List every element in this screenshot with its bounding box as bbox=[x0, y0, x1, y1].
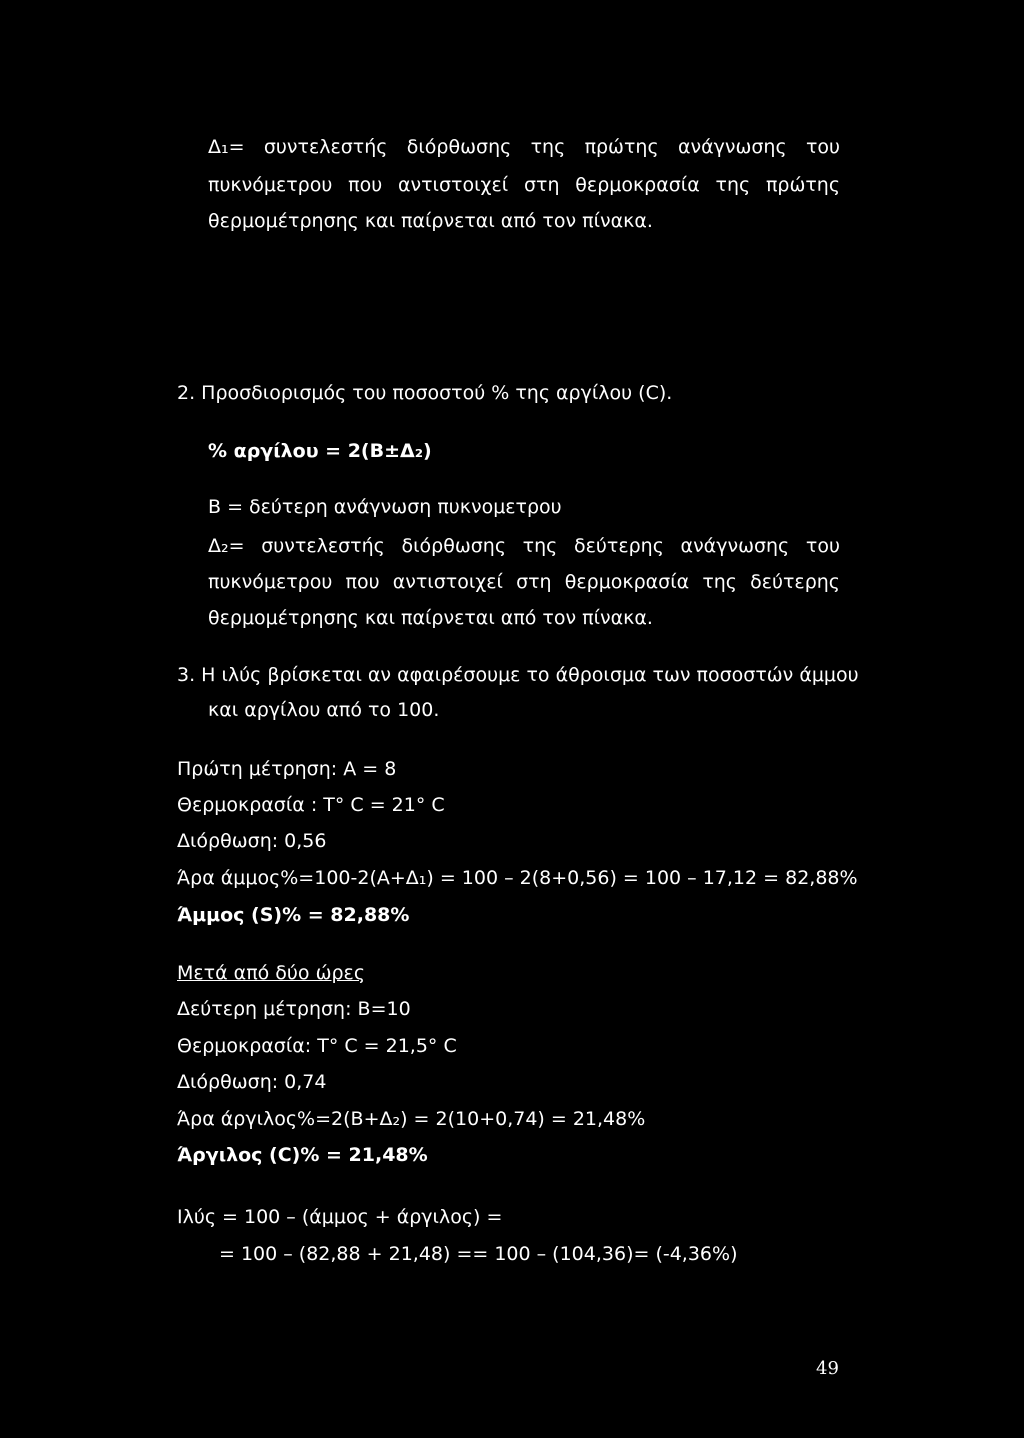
word: της bbox=[522, 535, 558, 557]
sand-calculation: Άρα άμμος%=100-2(Α+Δ₁) = 100 – 2(8+0,56) = 100 – 17,12 = 82,88% bbox=[177, 867, 858, 889]
word: Δ₂= bbox=[208, 535, 245, 557]
first-measurement: Πρώτη μέτρηση: Α = 8 bbox=[177, 758, 397, 780]
first-correction: Διόρθωση: 0,56 bbox=[177, 830, 327, 852]
word: της bbox=[715, 174, 751, 196]
section-2-heading: 2. Προσδιορισμός του ποσοστού % της αργίλου (C). bbox=[177, 382, 673, 404]
silt-line-2: = 100 – (82,88 + 21,48) == 100 – (104,36)= (-4,36%) bbox=[219, 1243, 738, 1265]
word: του bbox=[805, 136, 840, 158]
word: πρώτης bbox=[584, 136, 659, 158]
delta1-line-3: θερμομέτρησης και παίρνεται από τον πίνακα. bbox=[208, 210, 653, 232]
word: που bbox=[348, 174, 383, 196]
word: θερμοκρασία bbox=[575, 174, 700, 196]
word: πρώτης bbox=[765, 174, 840, 196]
word: της bbox=[702, 571, 737, 593]
page-number: 49 bbox=[816, 1358, 839, 1379]
word: που bbox=[345, 571, 380, 593]
second-measurement: Δεύτερη μέτρηση: Β=10 bbox=[177, 998, 411, 1020]
word: πυκνόμετρου bbox=[208, 571, 333, 593]
delta1-line-1 bbox=[208, 135, 840, 159]
word: διόρθωσης bbox=[401, 535, 506, 557]
sand-result: Άμμος (S)% = 82,88% bbox=[177, 904, 410, 926]
word: αντιστοιχεί bbox=[397, 174, 509, 196]
word: θερμοκρασία bbox=[564, 571, 690, 593]
second-correction: Διόρθωση: 0,74 bbox=[177, 1071, 327, 1093]
silt-line-1: Ιλύς = 100 – (άμμος + άργιλος) = bbox=[177, 1206, 503, 1228]
b-definition: Β = δεύτερη ανάγνωση πυκνομετρου bbox=[208, 496, 562, 518]
delta2-line-3: θερμομέτρησης και παίρνεται από τον πίνακα. bbox=[208, 607, 653, 629]
word: συντελεστής bbox=[261, 535, 385, 557]
clay-result: Άργιλος (C)% = 21,48% bbox=[177, 1144, 428, 1166]
word: στη bbox=[523, 174, 560, 196]
delta2-line-1 bbox=[208, 534, 840, 558]
word: του bbox=[805, 535, 840, 557]
section-3-line-1: 3. Η ιλύς βρίσκεται αν αφαιρέσουμε το άθροισμα των ποσοστών άμμου bbox=[177, 664, 859, 686]
word: της bbox=[530, 136, 566, 158]
clay-calculation: Άρα άργιλος%=2(Β+Δ₂) = 2(10+0,74) = 21,48% bbox=[177, 1108, 646, 1130]
word: συντελεστής bbox=[263, 136, 388, 158]
word: ανάγνωσης bbox=[680, 535, 790, 557]
delta2-line-2 bbox=[208, 570, 840, 594]
clay-formula: % αργίλου = 2(Β±Δ₂) bbox=[208, 440, 432, 462]
word: δεύτερης bbox=[750, 571, 840, 593]
word: δεύτερης bbox=[574, 535, 664, 557]
section-3-line-2: και αργίλου από το 100. bbox=[208, 699, 440, 721]
delta1-line-2 bbox=[208, 173, 840, 197]
word: αντιστοιχεί bbox=[392, 571, 503, 593]
word: στη bbox=[516, 571, 552, 593]
word: ανάγνωσης bbox=[677, 136, 787, 158]
second-temperature: Θερμοκρασία: Τ° C = 21,5° C bbox=[177, 1035, 457, 1057]
word: διόρθωσης bbox=[406, 136, 512, 158]
after-two-hours: Μετά από δύο ώρες bbox=[177, 962, 365, 984]
first-temperature: Θερμοκρασία : Τ° C = 21° C bbox=[177, 794, 445, 816]
word: Δ₁= bbox=[208, 136, 245, 158]
word: πυκνόμετρου bbox=[208, 174, 333, 196]
